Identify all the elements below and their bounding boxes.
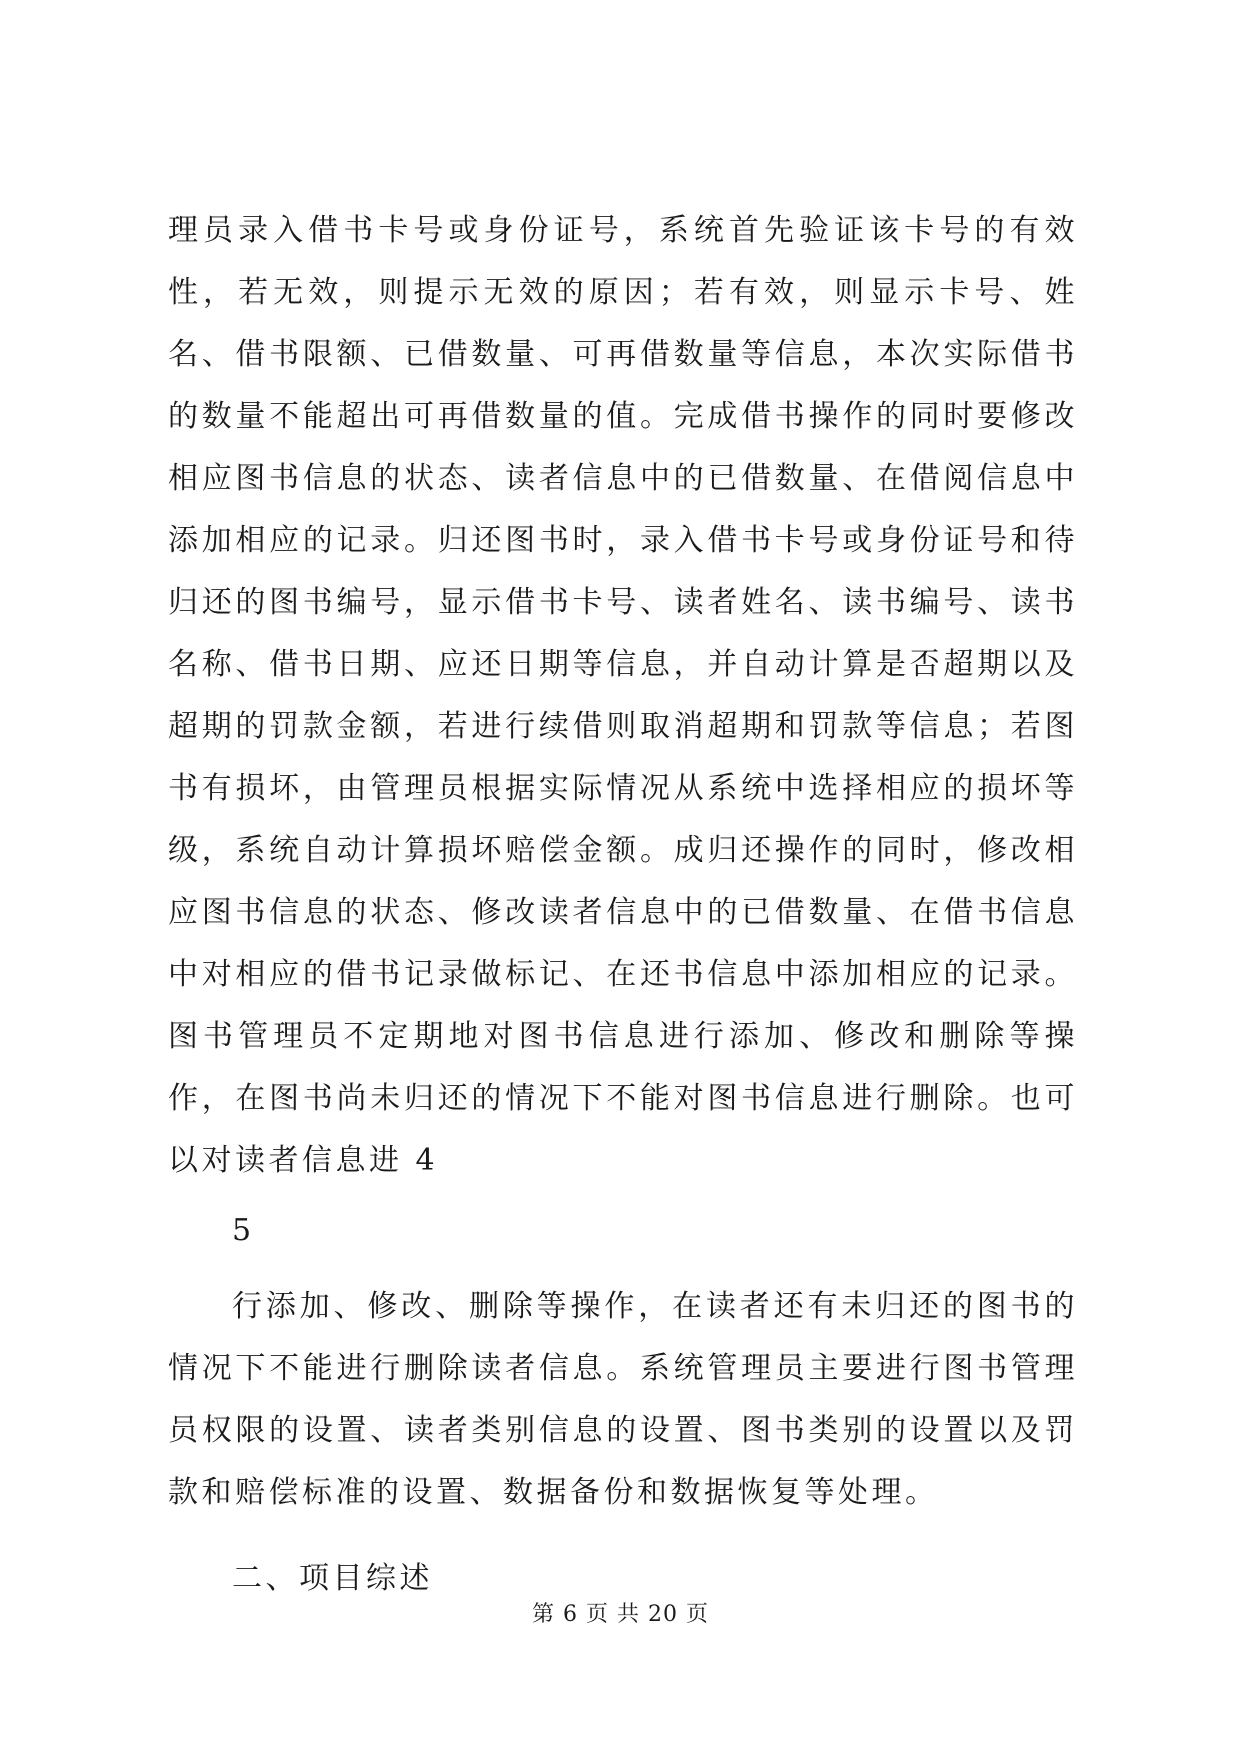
body-paragraph: 行添加、修改、删除等操作，在读者还有未归还的图书的情况下不能进行删除读者信息。系统管理员主要进行图书管理员权限的设置、读者类别信息的设置、图书类别的设置以及罚款和赔偿标准的设置、数据备份和数据恢复等处理。 (168, 1289, 1078, 1510)
document-body (168, 200, 1078, 1610)
page-footer: 第 6 页 共 20 页 (532, 1602, 709, 1627)
inline-page-number: 5 (232, 1213, 252, 1248)
paragraph-gap (168, 1262, 1078, 1276)
paragraph-gap (168, 1524, 1078, 1538)
body-paragraph: 理员录入借书卡号或身份证号，系统首先验证该卡号的有效性，若无效，则提示无效的原因；若有效，则显示卡号、姓名、借书限额、已借数量、可再借数量等信息，本次实际借书的数量不能超出可再借数量的值。完成借书操作的同时要修改相应图书信息的状态、读者信息中的已借数量、在借阅信息中添加相应的记录。归还图书时，录入借书卡号或身份证号和待归还的图书编号，显示借书卡号、读者姓名、读书编号、读书名称、借书日期、应还日期等信息，并自动计算是否超期以及超期的罚款金额，若进行续借则取消超期和罚款等信息；若图书有损坏，由管理员根据实际情况从系统中选择相应的损坏等级，系统自动计算损坏赔偿金额。成归还操作的同时，修改相应图书信息的状态、修改读者信息中的已借数量、在借书信息中对相应的借书记录做标记、在还书信息中添加相应的记录。图书管理员不定期地对图书信息进行添加、修改和删除等操作，在图书尚未归还的情况下不能对图书信息进行删除。也可以对读者信息进 4 (168, 213, 1078, 1178)
section-heading: 二、项目综述 (232, 1561, 433, 1596)
